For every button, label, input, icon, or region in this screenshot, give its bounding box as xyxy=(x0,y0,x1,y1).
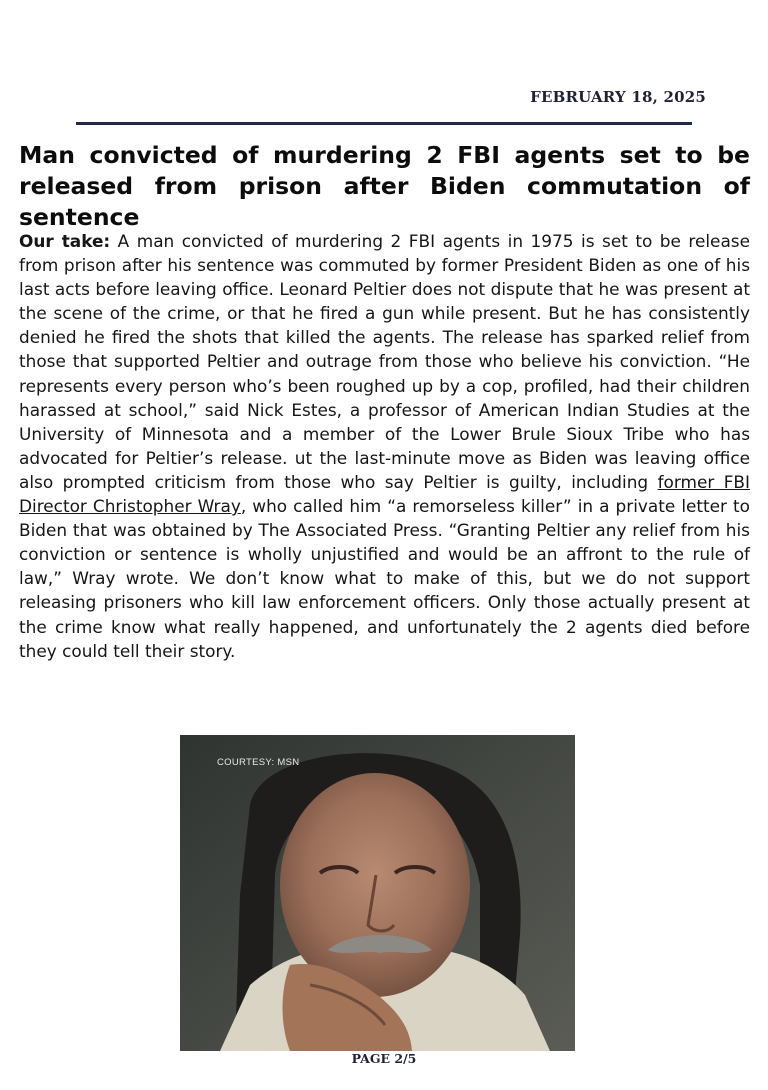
portrait-illustration xyxy=(180,735,575,1051)
page-number: PAGE 2/5 xyxy=(351,1051,417,1066)
body-text-part-1: A man convicted of murdering 2 FBI agents in 1975 is set to be release from prison after his sentence was commuted by former President Biden as one of his last acts before leaving office. Leonard Peltier does not dispute that he was present at the scene of the crime, or that he fired a gun while present. But he has consistently denied he fired the shots that killed the agents. The release has sparked relief from those that supported Peltier and outrage from those who believe his conviction. “He represents every person who’s been roughed up by a cop, profiled, had their children harassed at school,” said Nick Estes, a professor of American Indian Studies at the University of Minnesota and a member of the Lower Brule Sioux Tribe who has advocated for Peltier’s release. ut the last-minute move as Biden was leaving office also prompted criticism from those who say Peltier is guilty, including xyxy=(19,231,750,492)
header-divider xyxy=(76,122,692,125)
wray-link[interactable]: former FBI Director Christopher Wray xyxy=(19,471,750,517)
article-body xyxy=(19,229,750,663)
lead-label: Our take: xyxy=(19,231,111,251)
portrait-photo xyxy=(180,735,575,1051)
article-headline: Man convicted of murdering 2 FBI agents set to be released from prison after Biden commutation of sentence xyxy=(19,141,750,231)
body-text-part-2: , who called him “a remorseless killer” in a private letter to Biden that was obtained by The Associated Press. “Granting Peltier any relief from his conviction or sentence is wholly unjustified and would be an affront to the rule of law,” Wray wrote. We don’t know what to make of this, but we do not support releasing prisoners who kill law enforcement officers. Only those actually present at the crime know what really happened, and unfortunately the 2 agents died before they could tell their story. xyxy=(19,496,750,661)
publication-date: FEBRUARY 18, 2025 xyxy=(530,88,706,106)
photo-credit: COURTESY: MSN xyxy=(217,757,300,768)
